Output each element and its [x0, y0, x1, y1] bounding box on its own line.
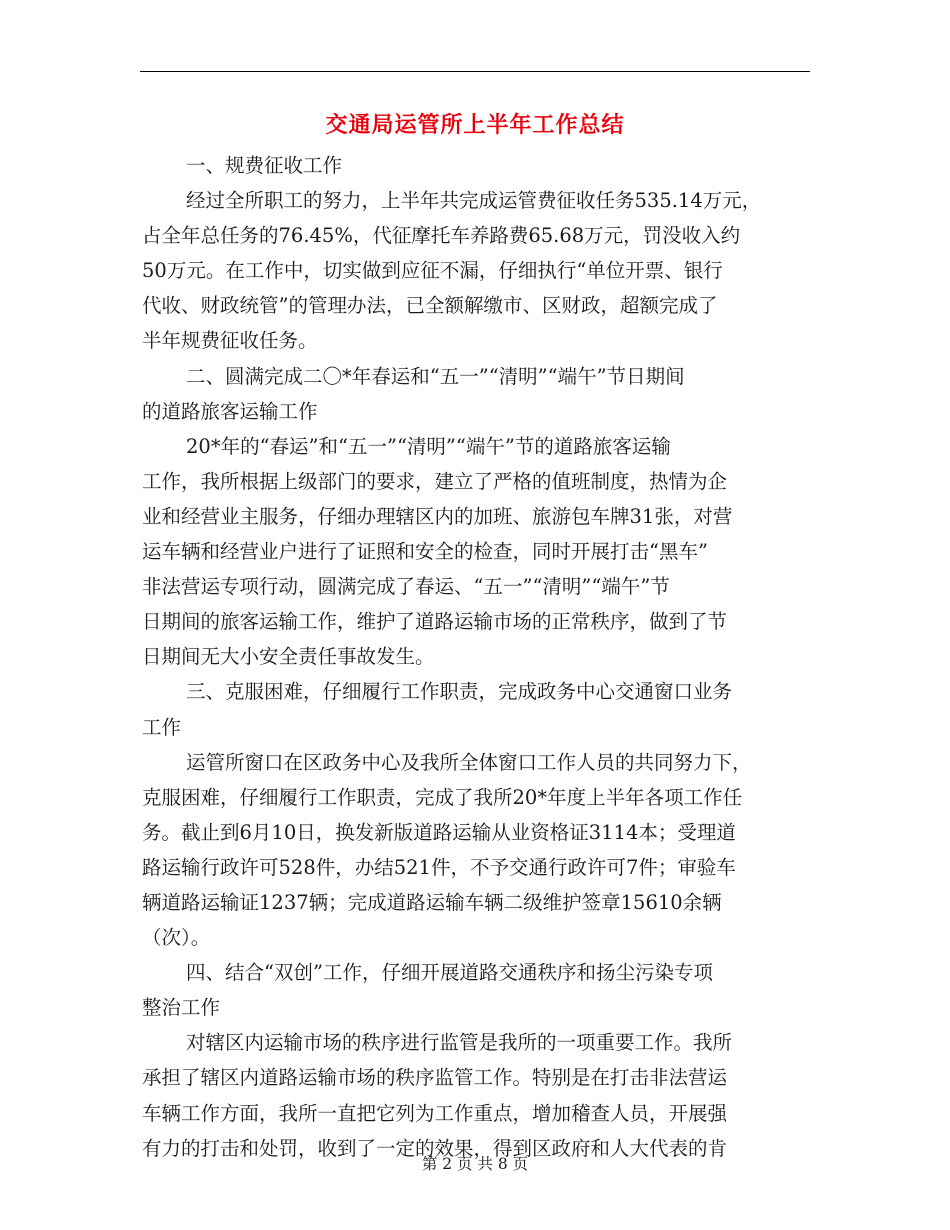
- document-body: [142, 148, 814, 1166]
- text-line: 占全年总任务的76.45%，代征摩托车养路费65.68万元，罚没收入约: [142, 224, 741, 248]
- text-line: 路运输行政许可528件，办结521件，不予交通行政许可7件；审验车: [142, 855, 736, 879]
- text-line: 50万元。在工作中，切实做到应征不漏，仔细执行“单位开票、银行: [142, 259, 723, 283]
- text-line: 辆道路运输证1237辆；完成道路运输车辆二级维护签章15610余辆: [142, 890, 722, 914]
- text-line: 整治工作: [142, 996, 221, 1020]
- text-line: 20*年的“春运”和“五一”“清明”“端午”节的道路旅客运输: [186, 434, 671, 458]
- text-line: 日期间无大小安全责任事故发生。: [142, 645, 435, 669]
- page-number-footer: 第 2 页 共 8 页: [421, 1155, 529, 1173]
- text-line: 日期间的旅客运输工作，维护了道路运输市场的正常秩序，做到了节: [142, 610, 728, 634]
- text-line: 一、规费征收工作: [186, 154, 343, 177]
- text-line: 业和经营业主服务，仔细办理辖区内的加班、旅游包车牌31张，对营: [142, 504, 733, 528]
- text-line: 非法营运专项行动，圆满完成了春运、“五一”“清明”“端午”节: [142, 575, 670, 599]
- text-line: 二、圆满完成二〇*年春运和“五一”“清明”“端午”节日期间: [186, 364, 685, 388]
- text-line: 三、克服困难，仔细履行工作职责，完成政务中心交通窗口业务: [186, 680, 733, 704]
- text-line: 半年规费征收任务。: [142, 329, 318, 353]
- text-line: 车辆工作方面，我所一直把它列为工作重点，增加稽查人员，开展强: [142, 1101, 728, 1125]
- text-line: 运管所窗口在区政务中心及我所全体窗口工作人员的共同努力下，: [186, 750, 752, 774]
- text-line: 的道路旅客运输工作: [142, 399, 318, 423]
- document-title: 交通局运管所上半年工作总结: [325, 113, 625, 138]
- text-line: 工作: [142, 715, 182, 739]
- text-line: 对辖区内运输市场的秩序进行监管是我所的一项重要工作。我所: [186, 1031, 733, 1055]
- text-line: 经过全所职工的努力，上半年共完成运管费征收任务535.14万元，: [186, 189, 762, 213]
- text-line: 有力的打击和处罚，收到了一定的效果，得到区政府和人大代表的肯: [142, 1136, 728, 1160]
- text-line: （次）。: [142, 926, 211, 950]
- text-line: 务。截止到6月10日，换发新版道路运输从业资格证3114本；受理道: [142, 820, 736, 844]
- text-line: 承担了辖区内道路运输市场的秩序监管工作。特别是在打击非法营运: [142, 1066, 728, 1090]
- text-line: 代收、财政统管”的管理办法，已全额解缴市、区财政，超额完成了: [142, 294, 718, 318]
- text-line: 工作，我所根据上级部门的要求，建立了严格的值班制度，热情为企: [142, 469, 728, 493]
- text-line: 克服困难，仔细履行工作职责，完成了我所20*年度上半年各项工作任: [142, 785, 743, 809]
- text-line: 运车辆和经营业户进行了证照和安全的检查，同时开展打击“黑车”: [142, 540, 708, 564]
- header-rule: [140, 71, 810, 72]
- text-line: 四、结合“双创”工作，仔细开展道路交通秩序和扬尘污染专项: [186, 961, 713, 985]
